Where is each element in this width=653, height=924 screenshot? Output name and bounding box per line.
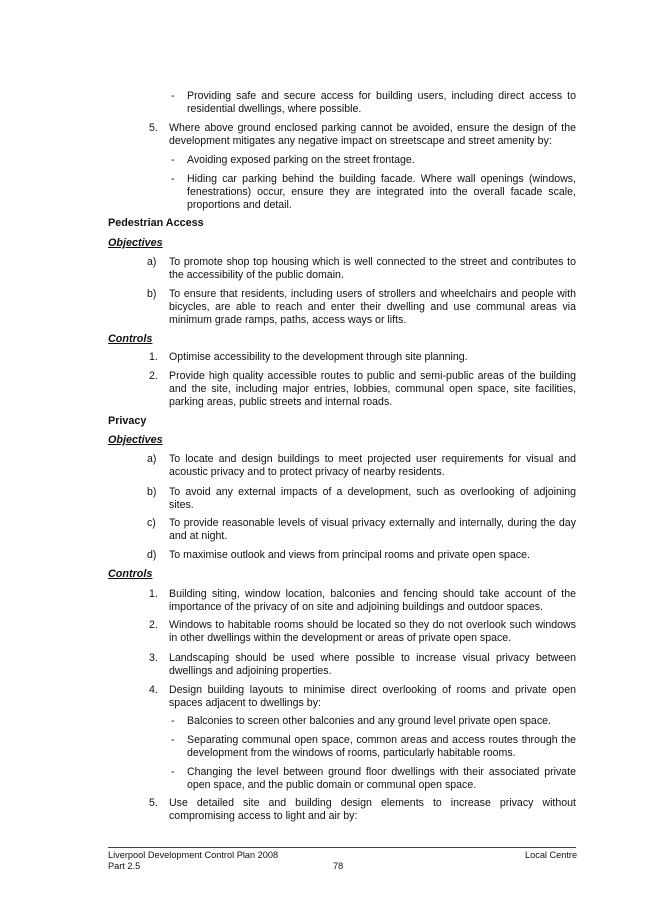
- footer-part: Part 2.5: [108, 861, 141, 871]
- list-marker: 5.: [149, 797, 158, 809]
- objective-text: To provide reasonable levels of visual privacy externally and internally, during the day and at night.: [169, 517, 576, 542]
- list-marker: a): [147, 256, 157, 268]
- list-marker: 1.: [149, 351, 158, 363]
- bullet-parking-frontage: Avoiding exposed parking on the street frontage.: [187, 154, 415, 166]
- subheading-controls: Controls: [108, 568, 153, 580]
- footer-doc-title: Liverpool Development Control Plan 2008: [108, 850, 279, 860]
- control-text: Design building layouts to minimise direct overlooking of rooms and private open spaces adjacent to dwellings by:: [169, 684, 576, 709]
- list-marker: c): [147, 517, 156, 529]
- control-text: Optimise accessibility to the development through site planning.: [169, 351, 468, 363]
- subheading-objectives: Objectives: [108, 434, 163, 446]
- list-marker: 2.: [149, 619, 158, 631]
- list-marker: 3.: [149, 652, 158, 664]
- section-heading-pedestrian-access: Pedestrian Access: [108, 217, 204, 229]
- control-text: Windows to habitable rooms should be located so they do not overlook such windows in other dwellings within the development or areas of private open space.: [169, 619, 576, 644]
- control-text: Building siting, window location, balconies and fencing should take account of the importance of the privacy of on site and adjoining buildings and outdoor spaces.: [169, 588, 576, 613]
- objective-text: To avoid any external impacts of a development, such as overlooking of adjoining sites.: [169, 486, 576, 511]
- objective-text: To maximise outlook and views from principal rooms and private open space.: [169, 549, 530, 561]
- list-marker: a): [147, 453, 157, 465]
- list-marker: b): [147, 486, 157, 498]
- bullet-balconies: Balconies to screen other balconies and any ground level private open space.: [187, 715, 551, 727]
- list-marker: 1.: [149, 588, 158, 600]
- control-text: Landscaping should be used where possible to increase visual privacy between dwellings and adjoining properties.: [169, 652, 576, 677]
- control-text: Use detailed site and building design elements to increase privacy without compromising access to light and air by:: [169, 797, 576, 822]
- footer-rule: [108, 847, 576, 848]
- bullet-changing-level: Changing the level between ground floor dwellings with their associated private open space, and the public domain or communal open space.: [187, 766, 576, 791]
- list-marker: b): [147, 288, 157, 300]
- objective-text: To ensure that residents, including users of strollers and wheelchairs and people with bicycles, are able to reach and enter their dwelling and use communal areas via minimum grade ramps, paths, access ways or lifts.: [169, 288, 576, 326]
- bullet-access-text: Providing safe and secure access for building users, including direct access to residential dwellings, where possible.: [187, 90, 576, 115]
- list-marker: 2.: [149, 370, 158, 382]
- bullet-marker: -: [171, 766, 175, 778]
- list-marker: d): [147, 549, 157, 561]
- bullet-marker: -: [171, 90, 175, 102]
- control-parking-text: Where above ground enclosed parking cannot be avoided, ensure the design of the development mitigates any negative impact on streetscape and street amenity by:: [169, 122, 576, 147]
- footer-section: Local Centre: [525, 850, 578, 860]
- section-heading-privacy: Privacy: [108, 415, 147, 427]
- bullet-marker: -: [171, 734, 175, 746]
- bullet-marker: -: [171, 173, 175, 185]
- subheading-controls: Controls: [108, 333, 153, 345]
- page-number: 78: [333, 861, 344, 871]
- bullet-parking-facade: Hiding car parking behind the building facade. Where wall openings (windows, fenestrations) occur, ensure they are integrated into the overall facade scale, proportions and detail.: [187, 173, 576, 211]
- objective-text: To promote shop top housing which is well connected to the street and contributes to the accessibility of the public domain.: [169, 256, 576, 281]
- subheading-objectives: Objectives: [108, 237, 163, 249]
- list-marker: 5.: [149, 122, 158, 134]
- list-marker: 4.: [149, 684, 158, 696]
- objective-text: To locate and design buildings to meet projected user requirements for visual and acoustic privacy and to protect privacy of nearby residents.: [169, 453, 576, 478]
- bullet-marker: -: [171, 154, 175, 166]
- control-text: Provide high quality accessible routes to public and semi-public areas of the building and the site, including major entries, lobbies, communal open space, site facilities, parking areas, public streets and internal roads.: [169, 370, 576, 408]
- bullet-marker: -: [171, 715, 175, 727]
- bullet-separating: Separating communal open space, common areas and access routes through the development from the windows of rooms, particularly habitable rooms.: [187, 734, 576, 759]
